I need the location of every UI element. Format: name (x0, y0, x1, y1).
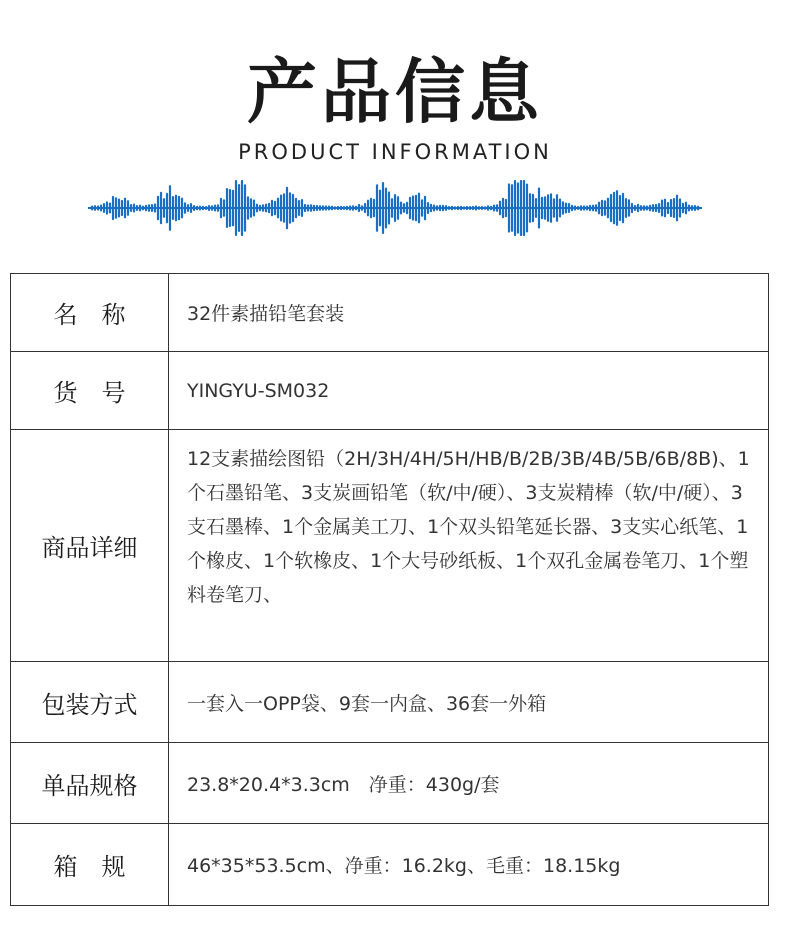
row-label: 名 称 (11, 274, 169, 352)
row-label: 货 号 (11, 352, 169, 430)
page-title: 产品信息 (247, 51, 543, 133)
table-row (11, 274, 769, 352)
row-label: 包装方式 (11, 662, 169, 743)
table-row (11, 430, 769, 662)
table-row (11, 352, 769, 430)
table-row (11, 824, 769, 906)
row-value-item-number: YINGYU-SM032 (169, 352, 769, 430)
row-label: 箱 规 (11, 824, 169, 906)
table-row (11, 743, 769, 824)
table-row (11, 662, 769, 743)
sound-wave-decoration (88, 180, 702, 236)
row-value-details: 12支素描绘图铅（2H/3H/4H/5H/HB/B/2B/3B/4B/5B/6B/8B)、1个石墨铅笔、3支炭画铅笔（软/中/硬）、3支炭精棒（软/中/硬）、3支石墨棒、1个金属美工刀、1个双头铅笔延长器、3支实心纸笔、1个橡皮、1个软橡皮、1个大号砂纸板、1个双孔金属卷笔刀、1个塑料卷笔刀、 (169, 430, 769, 662)
row-value-carton-spec: 46*35*53.5cm、净重：16.2kg、毛重：18.15kg (169, 824, 769, 906)
row-value-packaging: 一套入一OPP袋、9套一内盒、36套一外箱 (169, 662, 769, 743)
page-subtitle: PRODUCT INFORMATION (238, 140, 552, 164)
product-info-table (10, 273, 769, 906)
row-value-unit-spec: 23.8*20.4*3.3cm 净重：430g/套 (169, 743, 769, 824)
row-label: 单品规格 (11, 743, 169, 824)
row-value-name: 32件素描铅笔套装 (169, 274, 769, 352)
row-label: 商品详细 (11, 430, 169, 662)
